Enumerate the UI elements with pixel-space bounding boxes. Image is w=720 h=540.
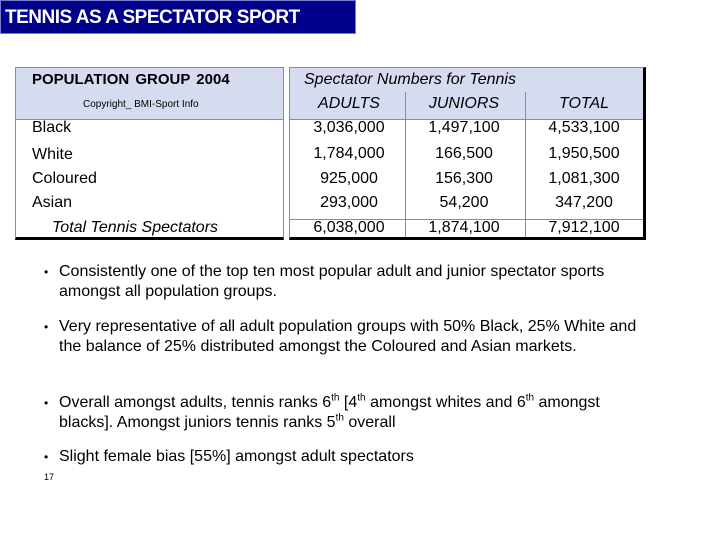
- cell-black-juniors: 1,497,100: [428, 119, 500, 136]
- slide-title: TENNIS AS A SPECTATOR SPORT: [5, 7, 300, 28]
- column-divider: [405, 92, 406, 237]
- bullet-text-part: overall: [343, 414, 396, 431]
- copyright-note: Copyright_ BMI-Sport Info: [83, 99, 199, 110]
- population-column: [15, 67, 284, 240]
- bullet-item: [44, 393, 644, 433]
- bullet-text: Consistently one of the top ten most popular adult and junior spectator sports amongst all population groups.: [59, 263, 605, 300]
- column-header-adults: ADULTS: [318, 95, 380, 112]
- population-title: POPULATION GROUP 2004: [32, 71, 230, 88]
- column-header-juniors: JUNIORS: [428, 95, 500, 112]
- bullet-marker: •: [44, 396, 49, 410]
- bullet-text-part: Overall amongst adults, tennis ranks 6: [59, 394, 332, 411]
- bullet-text-part: [4: [339, 394, 358, 411]
- cell-asian-adults: 293,000: [320, 194, 378, 211]
- cell-black-total: 4,533,100: [548, 119, 620, 136]
- cell-coloured-adults: 925,000: [320, 170, 378, 187]
- cell-black-adults: 3,036,000: [313, 119, 385, 136]
- category-asian: Asian: [32, 194, 73, 211]
- cell-white-adults: 1,784,000: [313, 145, 385, 162]
- category-coloured: Coloured: [32, 170, 97, 187]
- bullet-text: Slight female bias [55%] amongst adult spectators: [59, 448, 414, 465]
- bullet-marker: •: [44, 320, 49, 334]
- cell-white-total: 1,950,500: [548, 145, 620, 162]
- ordinal-suffix: th: [335, 412, 344, 424]
- cell-total-total: 7,912,100: [548, 219, 620, 236]
- cell-asian-total: 347,200: [555, 194, 613, 211]
- bullet-text-part: amongst blacks]. Amongst juniors tennis ranks 5: [59, 394, 600, 431]
- column-header-total: TOTAL: [558, 95, 610, 112]
- ordinal-suffix: th: [331, 392, 340, 404]
- cell-white-juniors: 166,500: [435, 145, 493, 162]
- population-header: [16, 68, 283, 120]
- bullet-marker: •: [44, 265, 49, 279]
- category-white: White: [32, 146, 73, 163]
- bullet-text: [59, 393, 644, 433]
- bullet-item: [44, 447, 644, 467]
- cell-coloured-juniors: 156,300: [435, 170, 493, 187]
- bullet-item: [44, 317, 644, 357]
- title-bar: [0, 0, 356, 34]
- ordinal-suffix: th: [357, 392, 366, 404]
- bullet-item: [44, 262, 644, 302]
- cell-total-adults: 6,038,000: [313, 219, 385, 236]
- bullet-text-part: amongst whites and 6: [365, 394, 526, 411]
- spectator-numbers-table: [289, 67, 646, 240]
- total-label: Total Tennis Spectators: [52, 219, 219, 236]
- cell-coloured-total: 1,081,300: [548, 170, 620, 187]
- spectator-title: Spectator Numbers for Tennis: [304, 71, 516, 88]
- cell-total-juniors: 1,874,100: [428, 219, 500, 236]
- category-black: Black: [32, 119, 72, 136]
- page-number: 17: [44, 472, 55, 482]
- cell-asian-juniors: 54,200: [439, 194, 489, 211]
- ordinal-suffix: th: [525, 392, 535, 404]
- column-divider: [525, 92, 526, 237]
- bullet-text: Very representative of all adult population groups with 50% Black, 25% White and the balance of 25% distributed amongst the Coloured and Asian markets.: [59, 318, 637, 355]
- bullet-marker: •: [44, 450, 49, 464]
